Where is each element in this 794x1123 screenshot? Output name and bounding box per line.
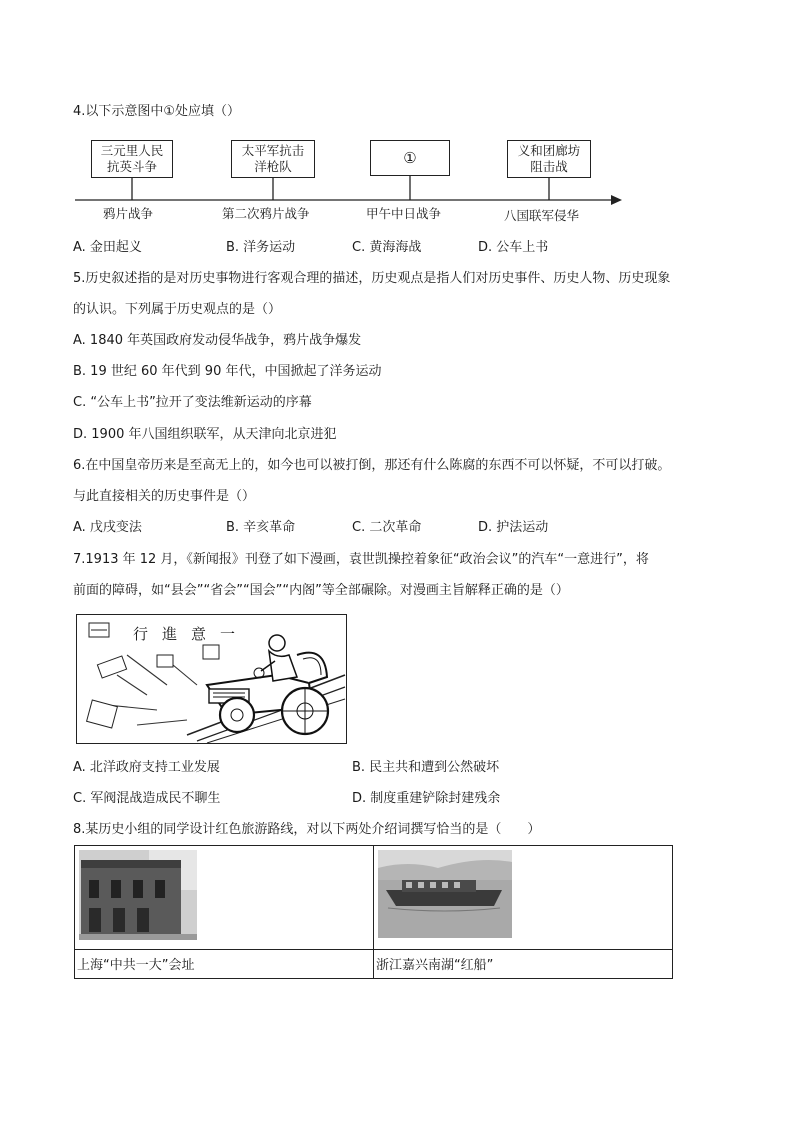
q5-stem-line1: 5.历史叙述指的是对历史事物进行客观合理的描述，历史观点是指人们对历史事件、历史人物、历史现象 bbox=[73, 271, 671, 286]
q7-option-d[interactable]: D. 制度重建铲除封建残余 bbox=[352, 791, 501, 806]
q6-option-d[interactable]: D. 护法运动 bbox=[478, 520, 549, 535]
q5-option-a[interactable]: A. 1840 年英国政府发动侵华战争，鸦片战争爆发 bbox=[73, 333, 362, 348]
q5-stem-line2: 的认识。下列属于历史观点的是（） bbox=[73, 302, 282, 317]
q4-stem: 4.以下示意图中①处应填（） bbox=[73, 104, 241, 119]
timeline-label-2: 第二次鸦片战争 bbox=[222, 206, 310, 221]
q8-table bbox=[74, 845, 673, 979]
q6-stem-line1: 6.在中国皇帝历来是至高无上的，如今也可以被打倒，那还有什么陈腐的东西不可以怀疑，不可以打破。 bbox=[73, 458, 671, 473]
q5-option-d[interactable]: D. 1900 年八国组织联军，从天津向北京进犯 bbox=[73, 427, 337, 442]
q7-stem-line1: 7.1913 年 12 月，《新闻报》刊登了如下漫画，袁世凯操控着象征“政治会议”的汽车“一意进行”，将 bbox=[73, 552, 649, 567]
timeline-label-3: 甲午中日战争 bbox=[366, 206, 442, 221]
q7-cartoon bbox=[76, 614, 347, 744]
q6-option-a[interactable]: A. 戊戌变法 bbox=[73, 520, 142, 535]
q6-option-c[interactable]: C. 二次革命 bbox=[352, 520, 422, 535]
cartoon-drawing bbox=[77, 615, 346, 743]
timeline-box-4: 义和团廊坊 阻击战 bbox=[507, 140, 591, 178]
q6-stem-line2: 与此直接相关的历史事件是（） bbox=[73, 489, 256, 504]
q5-option-c[interactable]: C. “公车上书”拉开了变法维新运动的序幕 bbox=[73, 395, 312, 410]
q7-option-c[interactable]: C. 军阀混战造成民不聊生 bbox=[73, 791, 221, 806]
timeline-axis bbox=[70, 176, 630, 206]
q5-option-b[interactable]: B. 19 世纪 60 年代到 90 年代，中国掀起了洋务运动 bbox=[73, 364, 382, 379]
q7-stem-line2: 前面的障碍，如“县会”“省会”“国会”“内阁”等全部碾除。对漫画主旨解释正确的是（） bbox=[73, 583, 569, 598]
red-boat-photo bbox=[378, 850, 512, 938]
shanghai-site-photo bbox=[79, 850, 197, 940]
q6-option-b[interactable]: B. 辛亥革命 bbox=[226, 520, 296, 535]
q4-option-b[interactable]: B. 洋务运动 bbox=[226, 240, 296, 255]
q4-option-c[interactable]: C. 黄海海战 bbox=[352, 240, 422, 255]
timeline-label-4: 八国联军侵华 bbox=[504, 208, 580, 223]
cartoon-caption: 一意進行 bbox=[133, 625, 250, 643]
timeline-label-1: 鸦片战争 bbox=[103, 206, 154, 221]
q8-cell-photo-2 bbox=[373, 846, 672, 950]
q4-option-a[interactable]: A. 金田起义 bbox=[73, 240, 142, 255]
q7-option-a[interactable]: A. 北洋政府支持工业发展 bbox=[73, 760, 220, 775]
q8-cell-photo-1 bbox=[75, 846, 374, 950]
q8-caption-1: 上海“中共一大”会址 bbox=[75, 950, 374, 979]
q7-option-b[interactable]: B. 民主共和遭到公然破坏 bbox=[352, 760, 500, 775]
q8-caption-2: 浙江嘉兴南湖“红船” bbox=[373, 950, 672, 979]
timeline-box-2: 太平军抗击 洋枪队 bbox=[231, 140, 315, 178]
q4-option-d[interactable]: D. 公车上书 bbox=[478, 240, 549, 255]
q8-stem: 8.某历史小组的同学设计红色旅游路线，对以下两处介绍词撰写恰当的是（ ） bbox=[73, 822, 541, 837]
timeline-box-1: 三元里人民 抗英斗争 bbox=[91, 140, 173, 178]
timeline-box-3-blank: ① bbox=[370, 140, 450, 176]
